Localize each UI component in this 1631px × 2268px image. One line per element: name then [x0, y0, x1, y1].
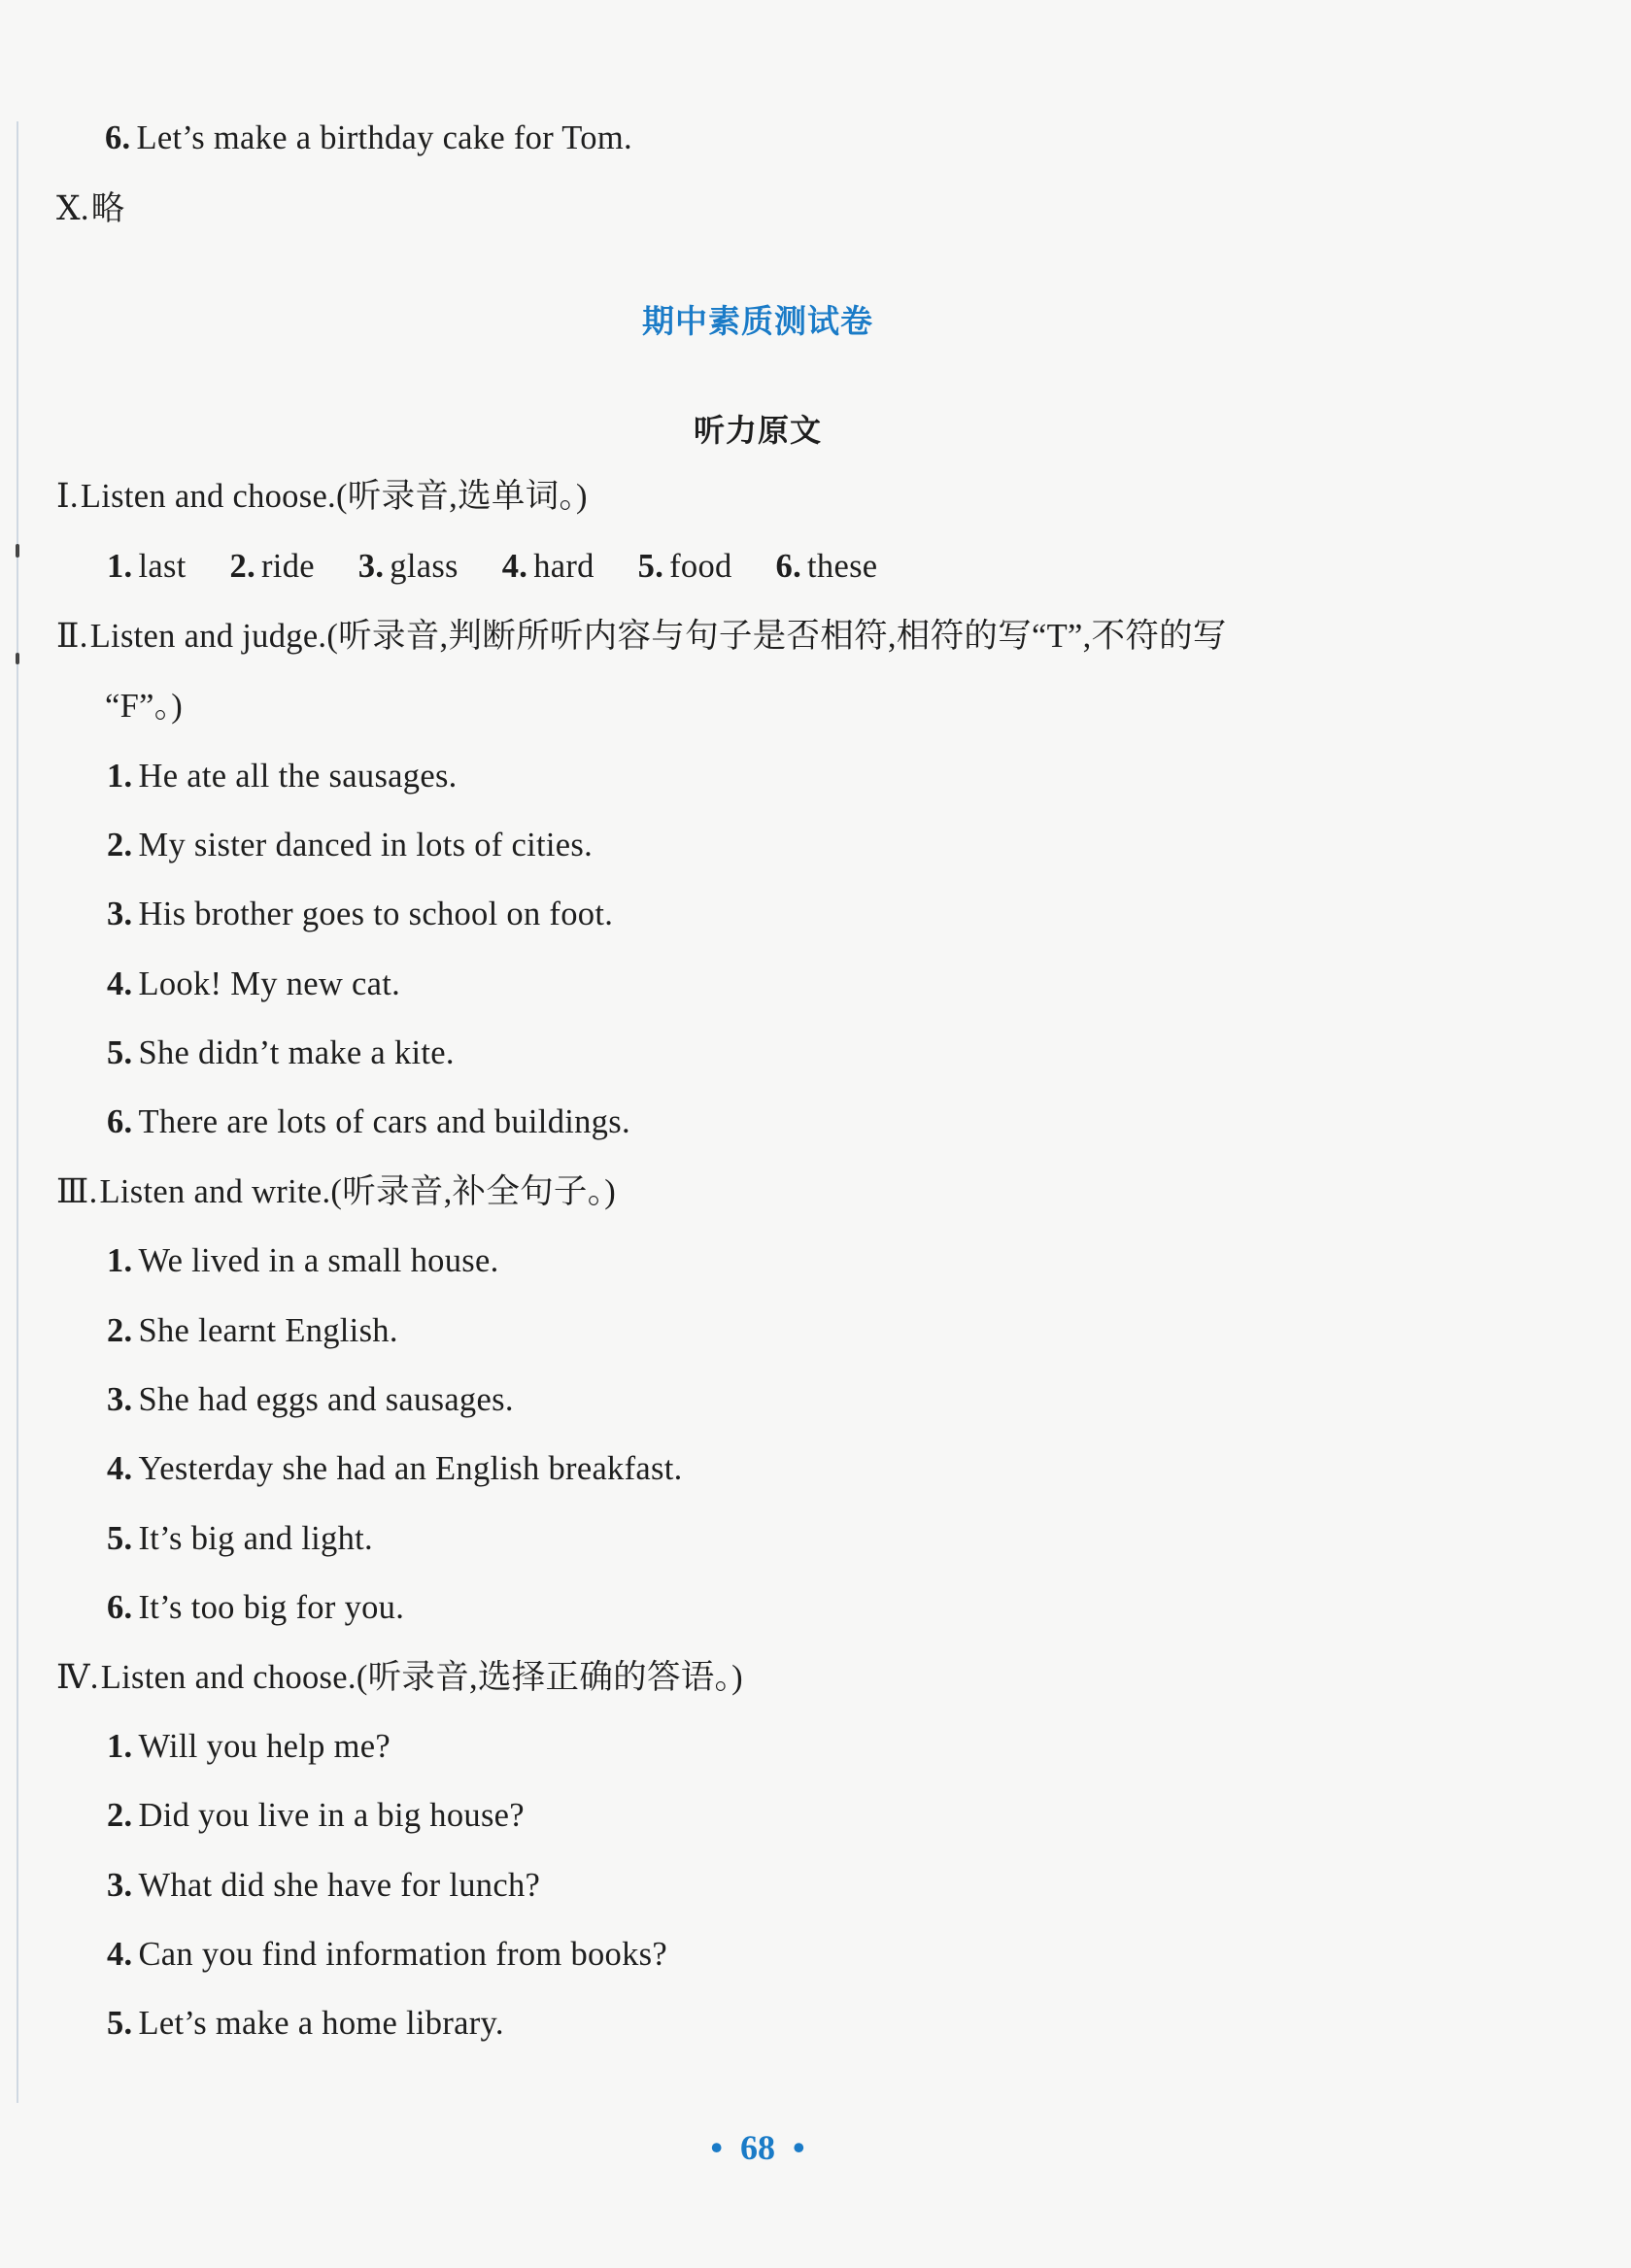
section-x-text: 略 [90, 190, 125, 227]
list-item: 3. She had eggs and sausages. [107, 1381, 514, 1418]
word-list [107, 545, 877, 588]
list-item: 5. It’s big and light. [107, 1520, 373, 1557]
section-instruction: Listen and write.(听录音,补全句子。) [99, 1173, 617, 1210]
list-item: 5. food [637, 548, 732, 585]
section-roman: Ⅹ. [56, 190, 89, 227]
answer-line [105, 117, 632, 159]
list-item: 6. these [775, 548, 878, 585]
list-item: 4. Yesterday she had an English breakfast. [107, 1450, 683, 1487]
section-roman: Ⅲ. [56, 1173, 98, 1210]
section-heading [56, 615, 1227, 658]
list-item: 4. hard [501, 548, 595, 585]
list-item: 4. Look! My new cat. [107, 965, 401, 1002]
list-item: 2. ride [229, 548, 315, 585]
list-item: 2. She learnt English. [107, 1312, 398, 1349]
list-item: 3. glass [357, 548, 459, 585]
section-instruction-cont: “F”。) [105, 688, 184, 725]
bullet-icon: • [710, 2128, 723, 2167]
list-item: 1. We lived in a small house. [107, 1242, 499, 1279]
list-item: 3. His brother goes to school on foot. [107, 896, 614, 932]
list-item: 5. She didn’t make a kite. [107, 1034, 455, 1071]
list-item: 6. It’s too big for you. [107, 1589, 405, 1626]
list-item: 4. Can you find information from books? [107, 1936, 667, 1973]
section-instruction: Listen and judge.(听录音,判断所听内容与句子是否相符,相符的写“T”,不符的写 [89, 618, 1227, 655]
section-instruction: Listen and choose.(听录音,选择正确的答语。) [100, 1659, 743, 1696]
section-heading [56, 1656, 743, 1699]
list-item: 1. He ate all the sausages. [107, 758, 458, 795]
list-item: 1. Will you help me? [107, 1728, 391, 1765]
list-item: 2. My sister danced in lots of cities. [107, 827, 594, 863]
list-item: 2. Did you live in a big house? [107, 1797, 525, 1834]
list-item: 1. last [107, 548, 187, 585]
section-roman: Ⅳ. [56, 1659, 99, 1696]
item-number: 6. [105, 119, 131, 156]
margin-mark [16, 544, 19, 558]
item-text: Let’s make a birthday cake for Tom. [136, 119, 632, 156]
section-instruction: Listen and choose.(听录音,选单词。) [80, 478, 588, 515]
page-number [0, 2127, 1515, 2168]
section-x [56, 187, 125, 230]
section-heading [56, 475, 588, 518]
page-number-value: 68 [740, 2128, 775, 2167]
exam-title: 期中素质测试卷 [642, 302, 873, 340]
list-item: 6. There are lots of cars and buildings. [107, 1103, 630, 1140]
bullet-icon: • [793, 2128, 805, 2167]
list-item: 5. Let’s make a home library. [107, 2005, 504, 2042]
list-item: 3. What did she have for lunch? [107, 1867, 541, 1904]
section-heading [56, 1170, 616, 1213]
section-roman: Ⅰ. [56, 478, 79, 515]
listening-script-title: 听力原文 [693, 412, 822, 449]
margin-mark [16, 653, 19, 664]
section-roman: Ⅱ. [56, 618, 88, 655]
